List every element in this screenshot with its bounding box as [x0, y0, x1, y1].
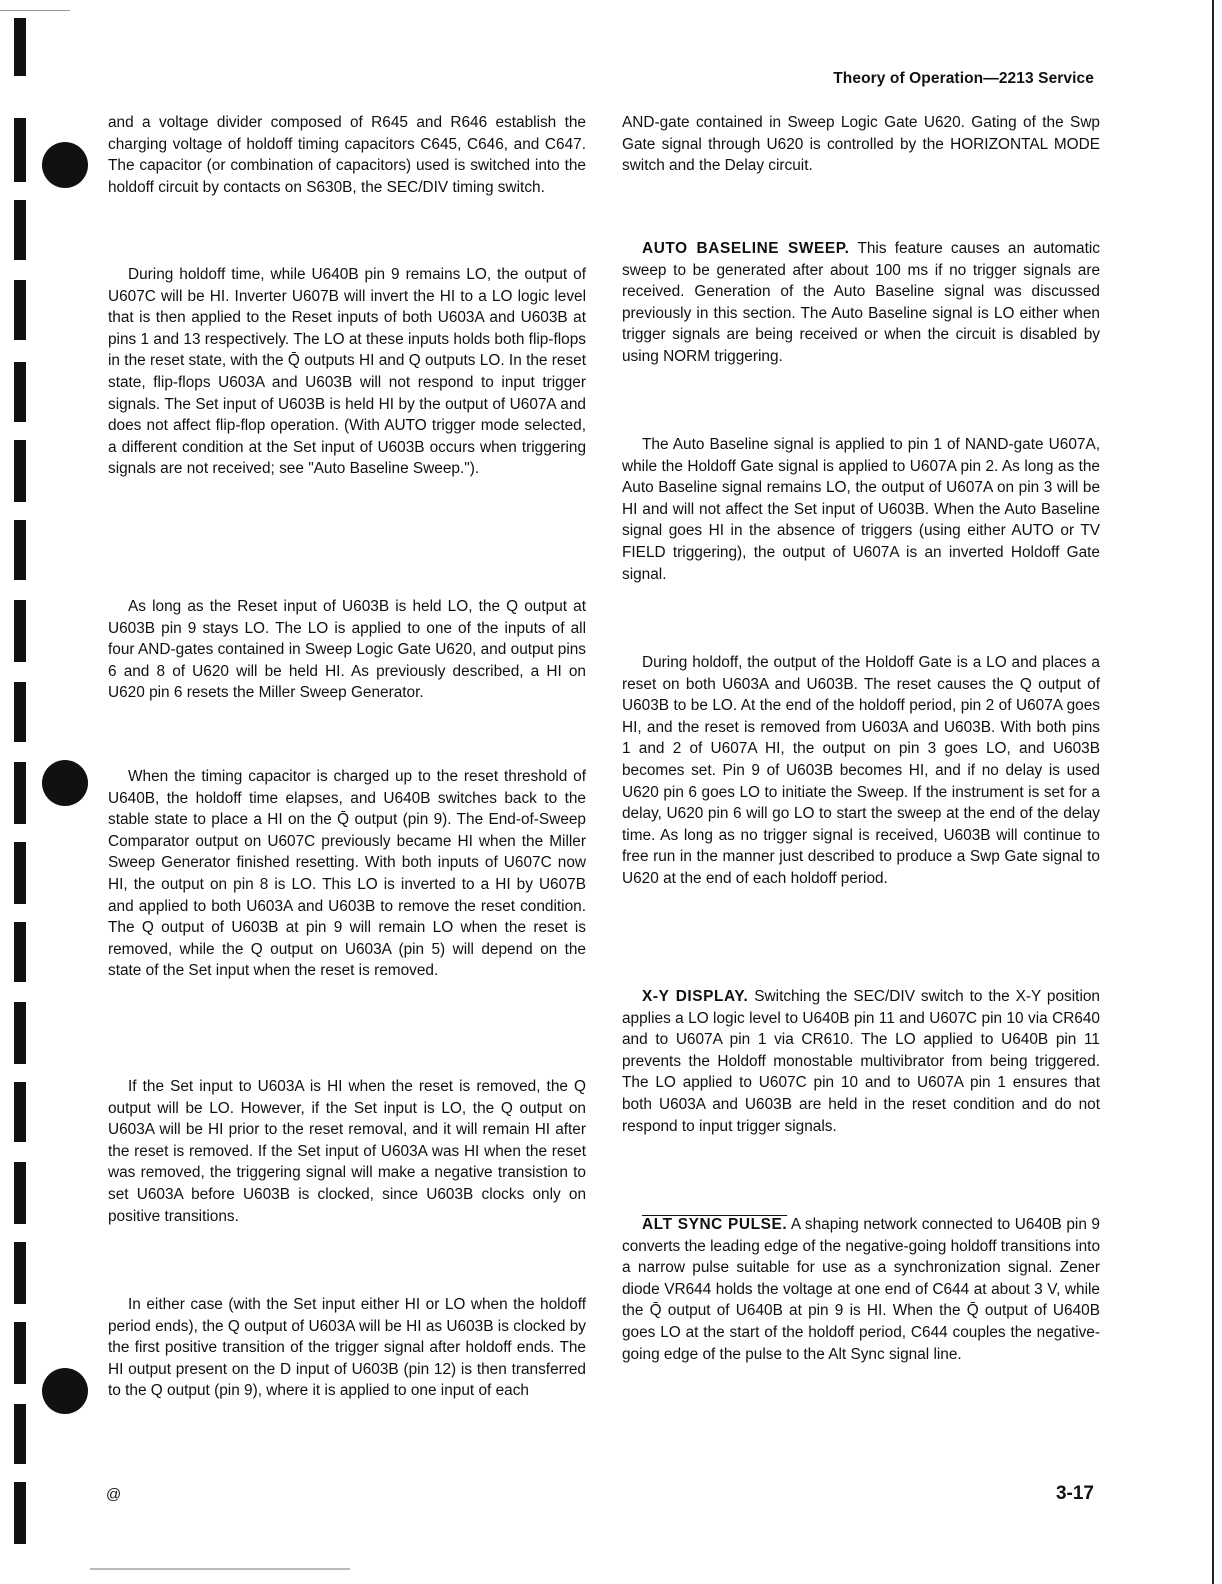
paragraph: When the timing capacitor is charged up to the reset threshold of U640B, the holdoff time elapses, and U640B switches back to the stable state to place a HI on the Q̄ output (pin 9). The End-of-Sweep Comparator output on U607C previously became HI when the Miller Sweep Generator finished resetting. With both inputs of U607C now HI, the output on pin 8 is LO. This LO is inverted to a HI by U607B and applied to both U603A and U603B to remove the reset condition. The Q output of U603B at pin 9 will remain LO when the reset is removed, while the Q output on U603A (pin 5) will depend on the state of the Set input when the reset is removed.: [108, 768, 586, 980]
punch-hole: [42, 1368, 88, 1414]
paragraph: [622, 652, 1100, 890]
paragraph: and a voltage divider composed of R645 and R646 establish the charging voltage of holdoff timing capacitors C645, C646, and C647. The capacitor (or combination of capacitors) used is switched into the holdoff circuit by contacts on S630B, the SEC/DIV timing switch.: [108, 114, 586, 196]
section-heading-auto-baseline: AUTO BASELINE SWEEP.: [642, 240, 850, 257]
footer-mark: @: [106, 1486, 122, 1503]
running-header: Theory of Operation—2213 Service: [833, 70, 1094, 87]
page-edge: [1212, 0, 1214, 1584]
binding-strip: [14, 520, 26, 580]
binding-strip: [14, 280, 26, 340]
paragraph-text: This feature causes an automatic sweep to be generated after about 100 ms if no trigger signals are received. Generation of the Auto Baseline signal was discussed previously in this section. The Auto Baseline signal is LO either when trigger signals are being received or when the circuit is disabled by using NORM triggering.: [622, 240, 1101, 365]
paragraph: During holdoff time, while U640B pin 9 remains LO, the output of U607C will be HI. Inverter U607B will invert the HI to a LO logic level that is then applied to the Reset inputs of both U603A and U603B at pins 1 and 13 respectively. The LO at these inputs holds both flip-flops in the reset state, with the Q̄ outputs HI and Q outputs LO. In the reset state, flip-flops U603A and U603B will not respond to input trigger signals. The Set input of U603B is held HI by the output of U607A and does not affect flip-flop operation. (With AUTO trigger mode selected, a different condition at the Set input of U603B occurs when triggering signals are not received; see "Auto Baseline Sweep.").: [108, 266, 586, 478]
scan-bottom-rule: [90, 1568, 350, 1570]
scan-top-rule: [0, 10, 70, 11]
paragraph: As long as the Reset input of U603B is held LO, the Q output at U603B pin 9 stays LO. The LO is applied to one of the inputs of all four AND-gates contained in Sweep Logic Gate U620, and output pins 6 and 8 of U620 will be held HI. As previously described, a HI on U620 pin 6 resets the Miller Sweep Generator.: [108, 598, 586, 702]
paragraph-text: The Auto Baseline signal is applied to pin 1 of NAND-gate U607A, while the Holdoff Gate signal is applied to U607A pin 2. As long as the Auto Baseline signal remains LO, the output of U607A on pin 3 will be HI and will not affect the Set input of U603B. When the Auto Baseline signal goes HI in the absence of triggers (using either AUTO or TV FIELD triggering), the output of U607A is an inverted Holdoff Gate signal.: [622, 436, 1100, 583]
binding-strip: [14, 200, 26, 260]
paragraph: In either case (with the Set input either HI or LO when the holdoff period ends), the Q output of U603A will be HI as U603B is clocked by the first positive transition of the trigger signal after holdoff ends. The HI output present on the D input of U603B (pin 12) is then transferred to the Q output (pin 9), where it is applied to one input of each: [108, 1296, 586, 1400]
page-number: 3-17: [1055, 1483, 1094, 1504]
binding-strip: [14, 1242, 26, 1304]
binding-strip: [14, 1322, 26, 1384]
binding-strip: [14, 842, 26, 904]
paragraph: If the Set input to U603A is HI when the reset is removed, the Q output will be LO. However, if the Set input is LO, the Q output on U603A will be HI prior to the reset removal, and it will remain HI after the reset is removed. If the Set input of U603A was HI when the reset was removed, the triggering signal will make a negative transistion to set U603A before U603B is clocked, since U603B clocks only on positive transitions.: [108, 1078, 586, 1225]
binding-strip: [14, 18, 26, 76]
binding-strip: [14, 1482, 26, 1544]
paragraph: [622, 986, 1100, 1137]
binding-strip: [14, 762, 26, 824]
paragraph-text: AND-gate contained in Sweep Logic Gate U620. Gating of the Swp Gate signal through U620 is controlled by the HORIZONTAL MODE switch and the Delay circuit.: [622, 114, 1100, 175]
punch-hole: [42, 142, 88, 188]
binding-strip: [14, 1162, 26, 1224]
binding-strip: [14, 682, 26, 742]
binding-strip: [14, 118, 26, 182]
binding-strip: [14, 362, 26, 422]
paragraph: [622, 1214, 1100, 1365]
paragraph: [622, 238, 1100, 368]
paragraph: [622, 434, 1100, 585]
section-heading-xy-display: X-Y DISPLAY.: [642, 988, 749, 1005]
punch-hole: [42, 760, 88, 806]
binding-strip: [14, 922, 26, 982]
paragraph-text: Switching the SEC/DIV switch to the X-Y position applies a LO logic level to U640B pin 11 and U607C pin 10 via CR640 and to U607A pin 1 via CR610. The LO applied to U640B pin 11 prevents the Holdoff monostable multivibrator from being triggered. The LO applied to U607C pin 10 and to U607A pin 1 ensures that both U603A and U603B are held in the reset condition and do not respond to input trigger signals.: [622, 988, 1100, 1135]
paragraph-text: A shaping network connected to U640B pin 9 converts the leading edge of the negative-going holdoff transitions into a narrow pulse suitable for use as a synchronization signal. Zener diode VR644 holds the voltage at one end of C644 at about 3 V, while the Q̄ output of U640B at pin 9 is HI. When the Q̄ output of U640B goes LO at the start of the holdoff period, C644 couples the negative-going edge of the pulse to the Alt Sync signal line.: [622, 1216, 1101, 1363]
binding-strip: [14, 1082, 26, 1142]
paragraph-text: During holdoff, the output of the Holdoff Gate is a LO and places a reset on both U603A and U603B. The reset causes the Q output of U603B to be LO. At the end of the holdoff period, pin 2 of U607A goes HI, and the reset is removed from U603A and U603B. With both pins 1 and 2 of U607A HI, the output on pin 3 goes LO, and U603B becomes set. Pin 9 of U603B becomes HI, and if no delay is used U620 pin 6 goes LO to initiate the Sweep. If the instrument is set for a delay, U620 pin 6 will go LO to start the sweep at the end of the delay time. As long as no trigger signal is received, U603B will continue to free run in the manner just described to produce a Swp Gate signal to U620 at the end of each holdoff period.: [622, 654, 1100, 887]
paragraph: [622, 112, 1100, 177]
binding-strip: [14, 1404, 26, 1464]
binding-strip: [14, 440, 26, 502]
section-heading-alt-sync: ALT SYNC PULSE.: [642, 1216, 788, 1233]
binding-strip: [14, 1002, 26, 1064]
binding-strip: [14, 600, 26, 662]
